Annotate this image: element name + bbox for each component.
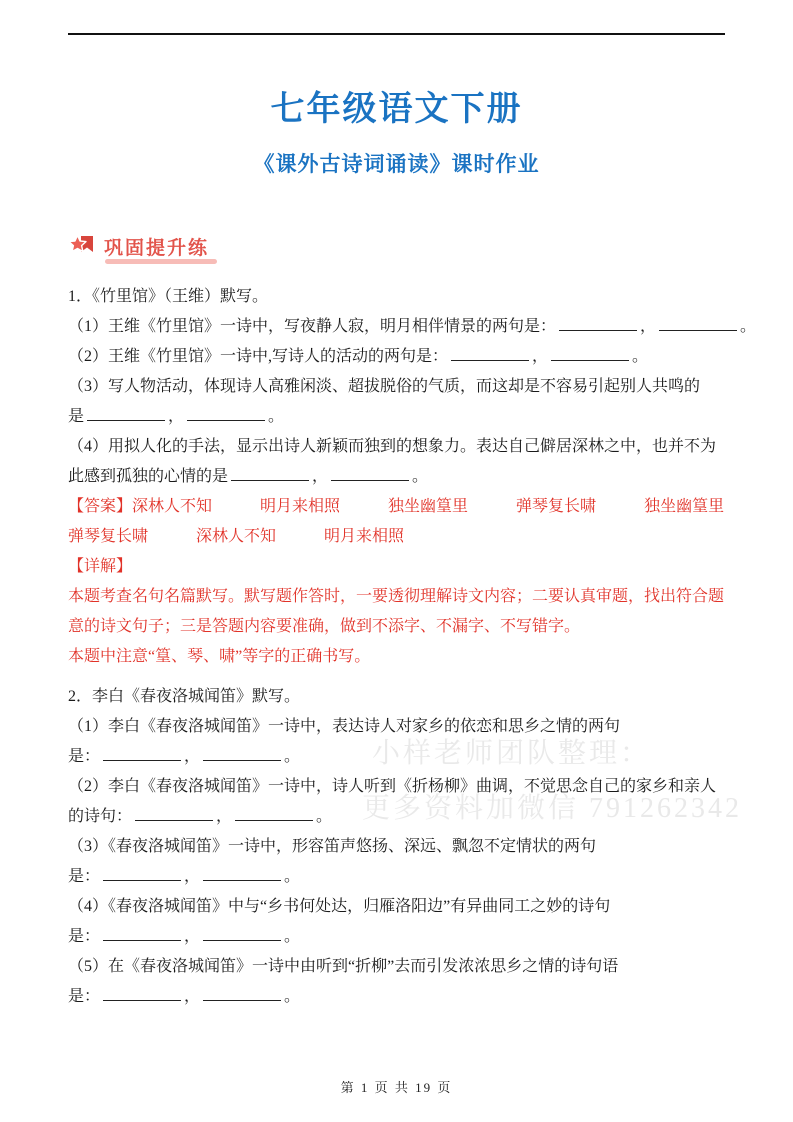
question-line — [68, 832, 725, 862]
text-segment: 是： — [68, 747, 101, 765]
explanation-line — [68, 642, 725, 672]
text-segment: 。 — [284, 927, 301, 945]
answer-blank — [203, 745, 281, 761]
question-line — [68, 922, 725, 952]
text-segment: 。 — [412, 467, 429, 485]
text-segment: ， — [640, 317, 657, 335]
question-line — [68, 282, 725, 312]
answer-blank — [103, 745, 181, 761]
answer-blank — [659, 315, 737, 331]
answer-blank — [331, 465, 409, 481]
text-segment: （2）李白《春夜洛城闻笛》一诗中，诗人听到《折杨柳》曲调，不觉思念自己的家乡和亲人 — [68, 777, 717, 795]
page-subtitle: 《课外古诗词诵读》课时作业 — [253, 152, 540, 176]
answer-blank — [187, 405, 265, 421]
question-line — [68, 802, 725, 832]
watermark-line-2: 更多资料加微信 791262342 — [362, 793, 743, 824]
text-segment: 独坐幽篁里 — [388, 497, 469, 515]
text-segment: 明月来相照 — [260, 497, 341, 515]
text-segment: 本题考查名句名篇默写。默写题作答时，一要透彻理解诗文内容；二要认真审题，找出符合题 — [68, 587, 725, 605]
text-segment: 是 — [68, 407, 85, 425]
question-line — [68, 682, 725, 712]
question-line — [68, 862, 725, 892]
answer-blank — [203, 985, 281, 1001]
text-segment: 【答案】深林人不知 — [68, 497, 213, 515]
text-segment: 深林人不知 — [196, 527, 277, 545]
text-segment: （4）《春夜洛城闻笛》中与“乡书何处达，归雁洛阳边”有异曲同工之妙的诗句 — [68, 897, 611, 915]
answer-blank — [235, 805, 313, 821]
question-line — [68, 402, 725, 432]
text-segment: 独坐幽篁里 — [644, 497, 725, 515]
answer-blank — [103, 865, 181, 881]
text-segment: （3）写人物活动，体现诗人高雅闲淡、超拔脱俗的气质，而这却是不容易引起别人共鸣的 — [68, 377, 701, 395]
text-segment: 是： — [68, 867, 101, 885]
answer-blank — [103, 925, 181, 941]
text-segment: 的诗句： — [68, 807, 133, 825]
answer-line — [68, 522, 725, 552]
text-segment: 此感到孤独的心情的是 — [68, 467, 229, 485]
text-segment: 本题中注意“篁、琴、啸”等字的正确书写。 — [68, 647, 371, 665]
question-line — [68, 342, 725, 372]
text-segment: ， — [184, 747, 201, 765]
answer-blank — [87, 405, 165, 421]
text-segment: （5）在《春夜洛城闻笛》一诗中由听到“折柳”去而引发浓浓思乡之情的诗句语 — [68, 957, 619, 975]
answer-blank — [451, 345, 529, 361]
text-segment: 【详解】 — [68, 557, 133, 575]
answer-blank — [203, 925, 281, 941]
answer-blank — [559, 315, 637, 331]
text-segment: 是： — [68, 927, 101, 945]
text-segment: 弹琴复长啸 — [68, 527, 149, 545]
text-segment: 。 — [632, 347, 649, 365]
text-segment: ， — [312, 467, 329, 485]
answer-blank — [551, 345, 629, 361]
question-line — [68, 712, 725, 742]
section-header — [68, 233, 725, 260]
explanation-line — [68, 552, 725, 582]
section-underline — [105, 259, 217, 264]
text-segment: ， — [184, 927, 201, 945]
question-line — [68, 372, 725, 402]
section-title: 巩固提升练 — [104, 237, 210, 259]
question-line — [68, 982, 725, 1012]
document-lines — [68, 282, 757, 1012]
text-segment: ， — [184, 867, 201, 885]
text-segment: 弹琴复长啸 — [516, 497, 597, 515]
answer-blank — [231, 465, 309, 481]
text-segment: （1）李白《春夜洛城闻笛》一诗中，表达诗人对家乡的依恋和思乡之情的两句 — [68, 717, 621, 735]
text-segment: 1．《竹里馆》（王维）默写。 — [68, 287, 269, 305]
question-line — [68, 952, 725, 982]
text-segment: 2．李白《春夜洛城闻笛》默写。 — [68, 687, 301, 705]
text-segment: （2）王维《竹里馆》一诗中,写诗人的活动的两句是： — [68, 347, 449, 365]
question-line — [68, 462, 725, 492]
text-segment: 。 — [740, 317, 757, 335]
question-line — [68, 432, 725, 462]
text-segment: ， — [532, 347, 549, 365]
text-segment: 。 — [284, 987, 301, 1005]
page-number: 第 1 页 共 19 页 — [340, 1080, 453, 1095]
text-segment: ， — [168, 407, 185, 425]
text-segment: 意的诗文句子；三是答题内容要准确，做到不添字、不漏字、不写错字。 — [68, 617, 581, 635]
question-line — [68, 892, 725, 922]
answer-line — [68, 492, 725, 522]
explanation-line — [68, 582, 725, 612]
section-label-wrap — [104, 233, 209, 260]
question-line — [68, 772, 725, 802]
star-flag-icon — [68, 234, 95, 259]
answer-blank — [135, 805, 213, 821]
text-segment: ， — [184, 987, 201, 1005]
watermark-line-1: 小样老师团队整理： — [372, 738, 652, 769]
text-segment: 。 — [268, 407, 285, 425]
page-title: 七年级语文下册 — [270, 90, 523, 128]
text-segment: ， — [216, 807, 233, 825]
text-segment: 。 — [284, 867, 301, 885]
explanation-line — [68, 612, 725, 642]
text-segment: （4）用拟人化的手法，显示出诗人新颖而独到的想象力。表达自己僻居深林之中，也并不为 — [68, 437, 717, 455]
text-segment: （3）《春夜洛城闻笛》一诗中，形容笛声悠扬、深远、飘忽不定情状的两句 — [68, 837, 597, 855]
text-segment: 。 — [284, 747, 301, 765]
question-line — [68, 742, 725, 772]
answer-blank — [203, 865, 281, 881]
answer-blank — [103, 985, 181, 1001]
text-segment: （1）王维《竹里馆》一诗中，写夜静人寂，明月相伴情景的两句是： — [68, 317, 557, 335]
text-segment: 。 — [316, 807, 333, 825]
text-segment: 是： — [68, 987, 101, 1005]
question-line — [68, 312, 757, 342]
text-segment: 明月来相照 — [324, 527, 405, 545]
